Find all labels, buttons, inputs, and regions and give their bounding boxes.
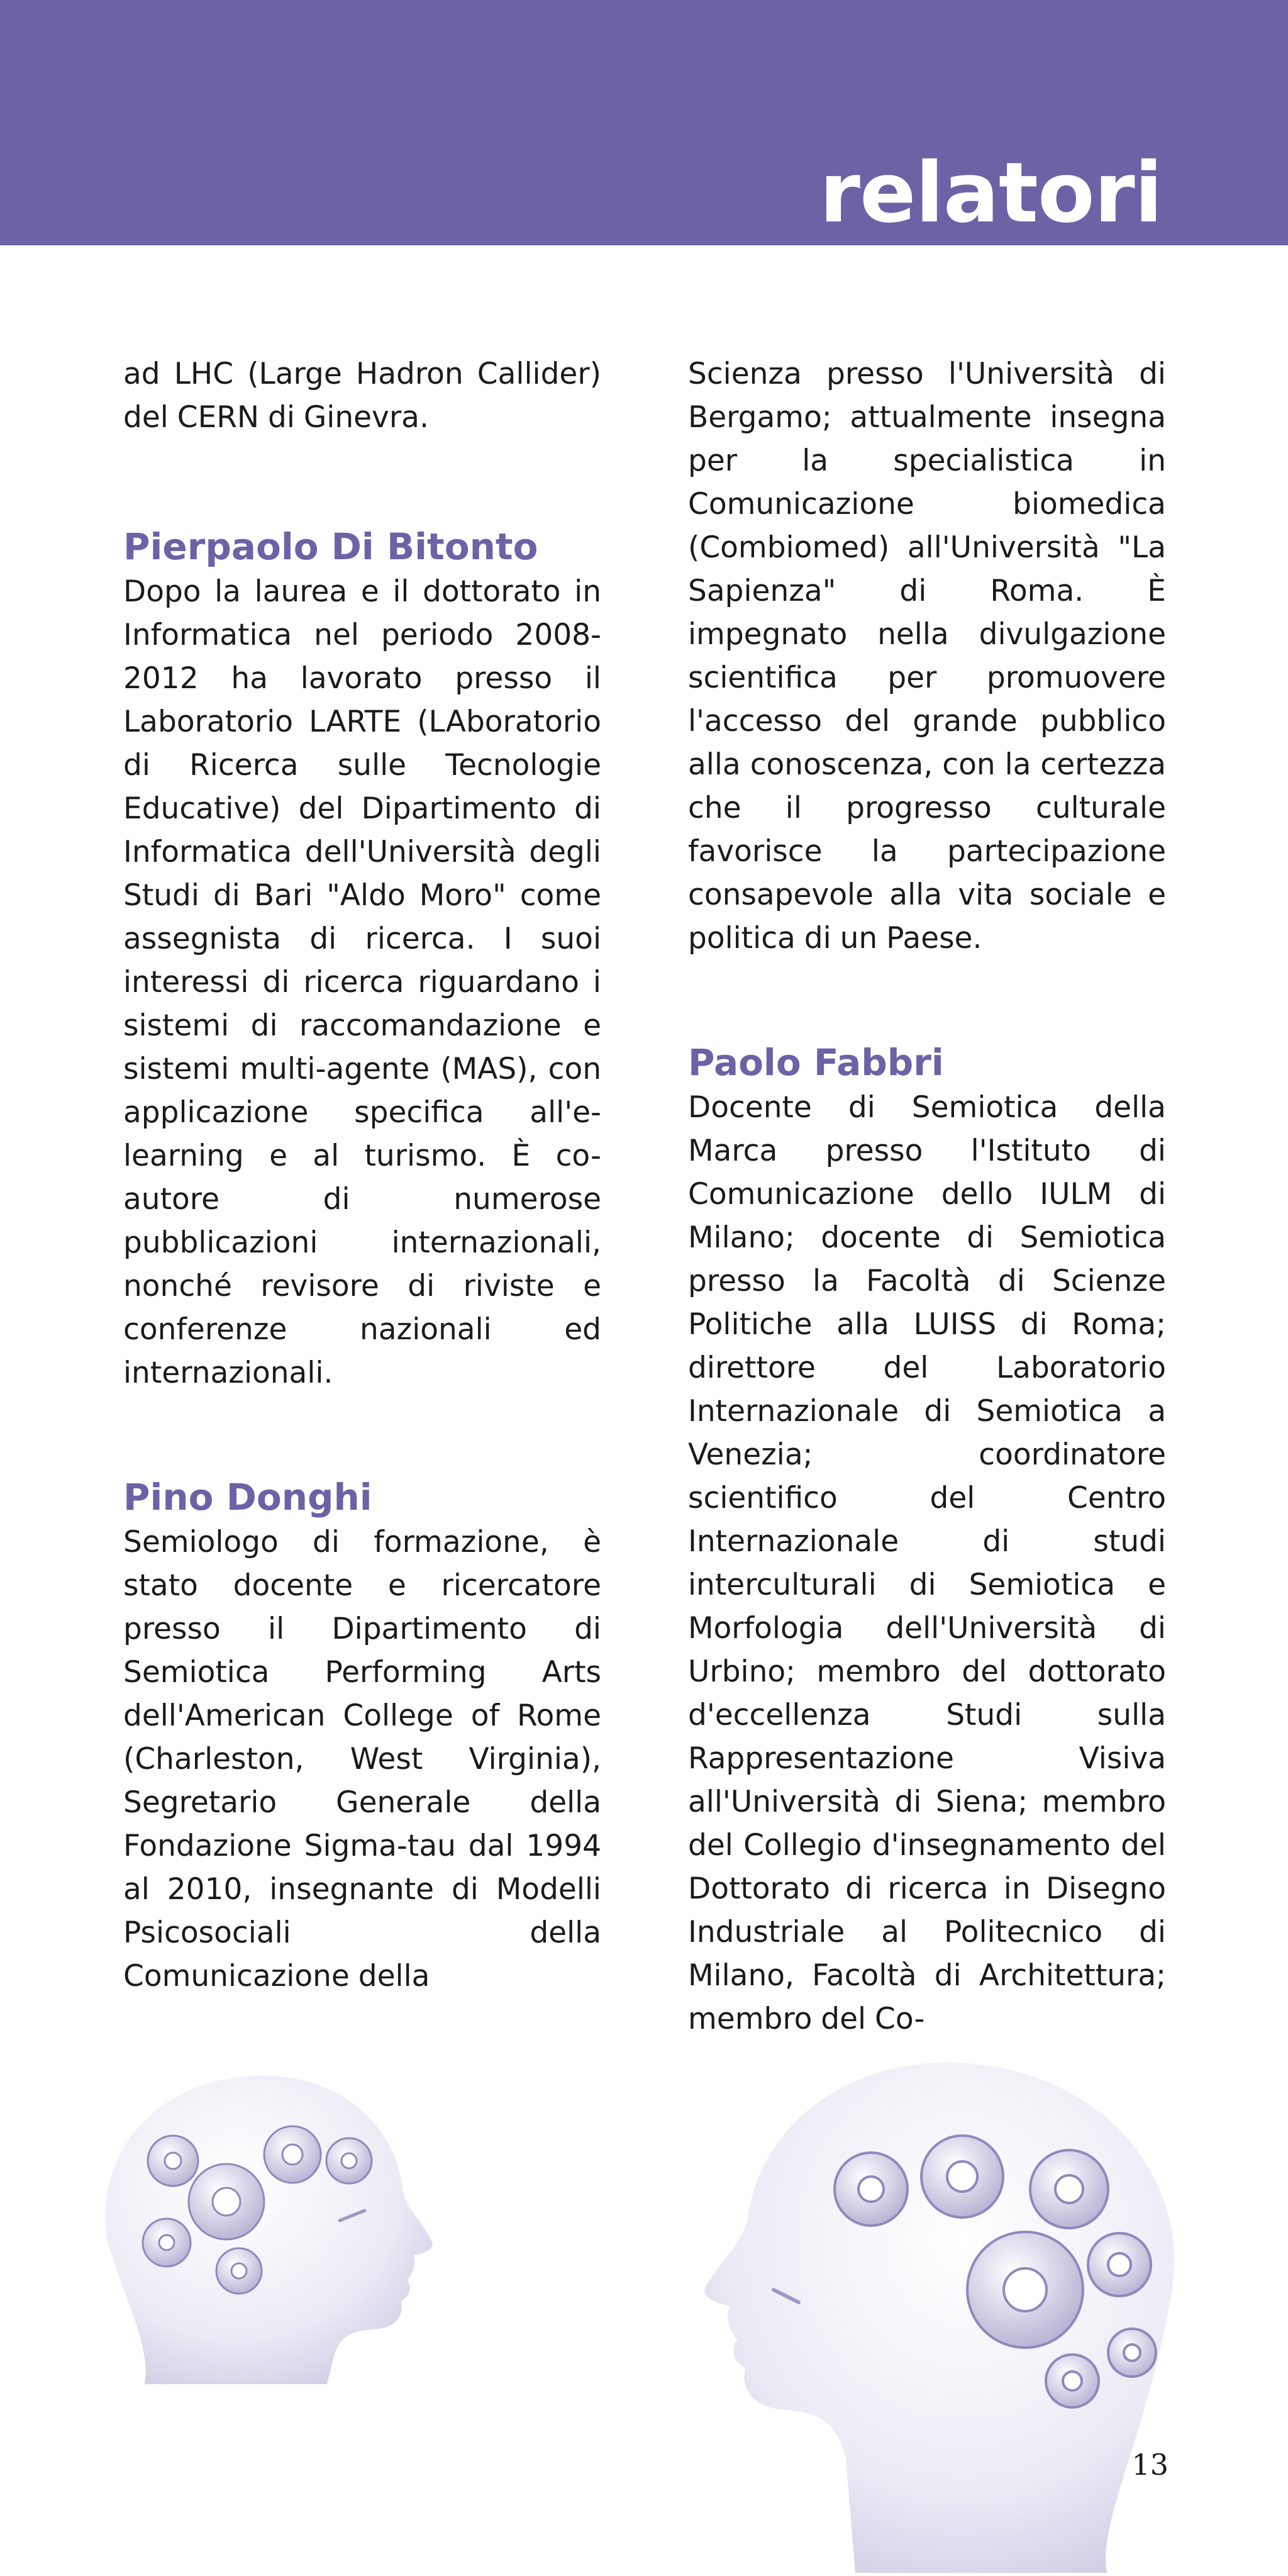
head-with-gears-icon [654,2026,1208,2573]
speaker-bio-di-bitonto: Dopo la laurea e il dottorato in Informatica nel periodo 2008-2012 ha lavorato presso il Laboratorio LARTE (LAboratorio di Ricerca sulle Tecnologie Educative) del Dipartimento di Informatica dell'Università degli Studi di Bari "Aldo Moro" come assegnista di ricerca. I suoi interessi di ricerca riguardano i sistemi di raccomandazione e sistemi multi-agente (MAS), con applicazione specifica all'e-learning e al turismo. È co-autore di numerose pubblicazioni internazionali, nonché revisore di riviste e conferenze nazionali ed internazionali. [123,574,601,1390]
intro-text: ad LHC (Large Hadron Callider) del CERN di Ginevra. [123,357,601,435]
head-with-gears-icon [69,2032,447,2384]
page-number: 13 [1131,2448,1169,2482]
speaker-bio-fabbri: Docente di Semiotica della Marca presso l'Istituto di Comunicazione dello IULM di Milano; docente di Semiotica presso la Facoltà di Scienze Politiche alla LUISS di Roma; direttore del Laboratorio Internazionale di Semiotica a Venezia; coordinatore scientifico del Centro Internazionale di studi interculturali di Semiotica e Morfologia dell'Università di Urbino; membro del dottorato d'eccellenza Studi sulla Rappresentazione Visiva all'Università di Siena; membro del Collegio d'insegnamento del Dottorato di ricerca in Disegno Industriale al Politecnico di Milano, Facoltà di Architettura; membro del Co- [688,1090,1166,2036]
header-band [0,0,1288,245]
page-title: relatori [819,145,1162,242]
continuation-text: Scienza presso l'Università di Bergamo; attualmente insegna per la specialistica in Comunicazione biomedica (Combiomed) all'Università "La Sapienza" di Roma. È impegnato nella divulgazione scientifica per promuovere l'accesso del grande pubblico alla conoscenza, con la certezza che il progresso culturale favorisce la partecipazione consapevole alla vita sociale e politica di un Paese. [688,357,1166,956]
speaker-name-fabbri: Paolo Fabbri [688,1041,944,1084]
speaker-bio-donghi: Semiologo di formazione, è stato docente e ricercatore presso il Dipartimento di Semiotica Performing Arts dell'American College of Rome (Charleston, West Virginia), Segretario Generale della Fondazione Sigma-tau dal 1994 al 2010, insegnante di Modelli Psicosociali della Comunicazione della [123,1525,601,1993]
speaker-name-di-bitonto: Pierpaolo Di Bitonto [123,525,538,568]
speaker-name-donghi: Pino Donghi [123,1476,372,1519]
left-column [123,352,601,1998]
right-column [688,352,1166,2041]
